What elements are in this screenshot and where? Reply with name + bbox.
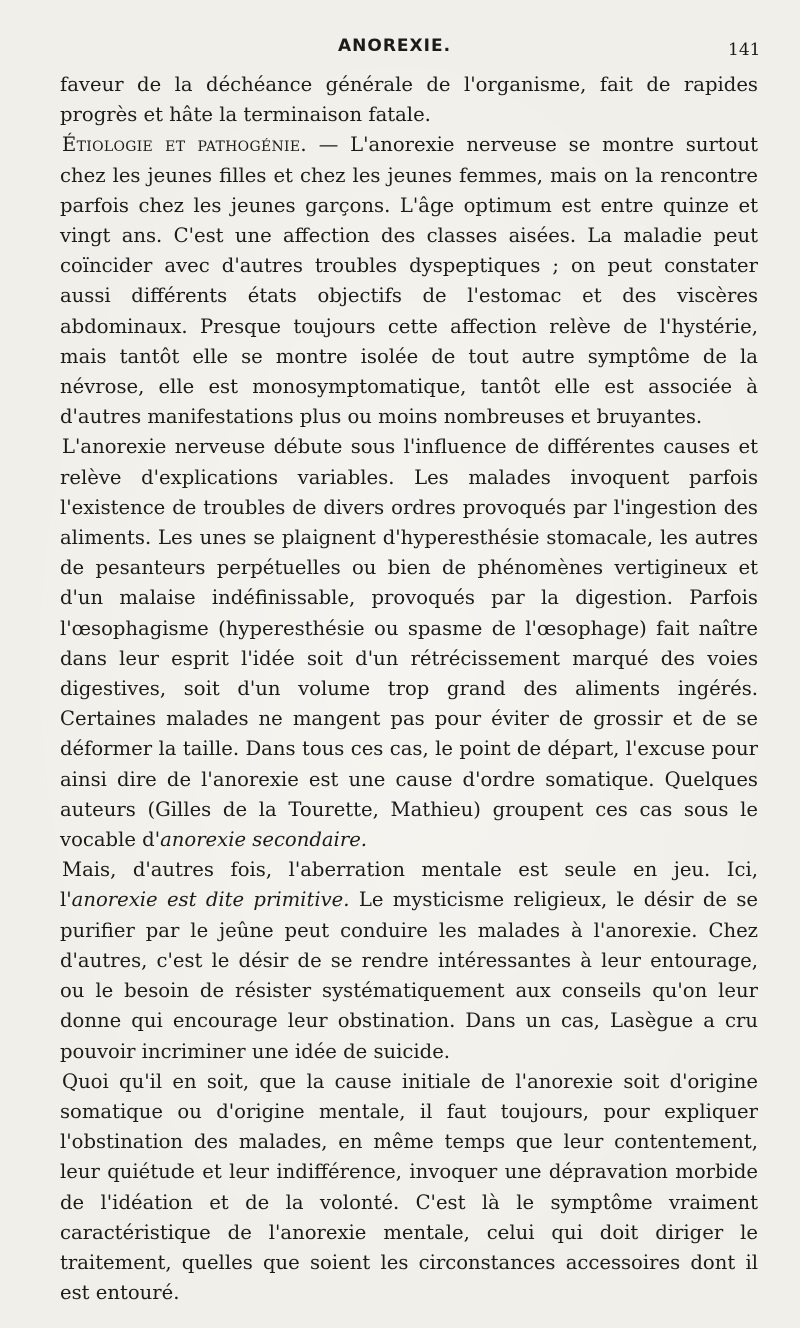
- body-text: [60, 70, 758, 1308]
- term-anorexie-secondaire: anorexie secondaire.: [160, 828, 368, 852]
- paragraph-onset: [60, 432, 758, 855]
- paragraph-5-text: Quoi qu'il en soit, que la cause initiale de l'anorexie soit d'origine somatique ou d'origine mentale, il faut toujours, pour expliquer l'obstination des malades, en même temps que leur contentement, leur quiétude et leur indifférence, invoquer une dépravation morbide de l'idéation et de la volonté. C'est là le symptôme vraiment caractéristique de l'anorexie mentale, celui qui doit diriger le traitement, quelles que soient les circonstances accessoires dont il est entouré.: [60, 1069, 758, 1305]
- page-number: 141: [728, 40, 761, 60]
- paragraph-etiology: [60, 130, 758, 432]
- running-head: [0, 36, 800, 60]
- paragraph-4-text: Le mysticisme religieux, le désir de se purifier par le jeûne peut conduire les malades à l'anorexie. Chez d'autres, c'est le désir de se rendre intéressantes à leur entourage, ou le besoin de résister systématiquement aux conseils qu'on leur donne qui encourage leur obstination. Dans un cas, Lasègue a cru pouvoir incriminer une idée de suicide.: [60, 888, 759, 1063]
- paragraph-4-start: Mais, d'autres fois, l'aberration mentale est seule en jeu. Ici, l': [60, 858, 758, 912]
- section-heading-etiology: Étiologie et pathogénie.: [62, 133, 307, 157]
- paragraph-conclusion: [60, 1067, 758, 1309]
- paragraph-2-text: — L'anorexie nerveuse se montre surtout chez les jeunes filles et chez les jeunes femmes, mais on la rencontre parfois chez les jeunes garçons. L'âge optimum est entre quinze et vingt ans. C'est une affection des classes aisées. La maladie peut coïncider avec d'autres troubles dyspeptiques ; on peut constater aussi différents états objectifs de l'estomac et des viscères abdominaux. Presque toujours cette affection relève de l'hystérie, mais tantôt elle se montre isolée de tout autre symptôme de la névrose, elle est monosymptomatique, tantôt elle est associée à d'autres manifestations plus ou moins nombreuses et bruyantes.: [60, 133, 758, 429]
- term-anorexie-primitive: anorexie est dite primitive.: [71, 888, 350, 912]
- paragraph-continuation: [60, 70, 758, 130]
- running-title: ANOREXIE.: [338, 36, 452, 56]
- paragraph-1-text: faveur de la déchéance générale de l'organisme, fait de rapides progrès et hâte la terminaison fatale.: [60, 73, 758, 127]
- paragraph-3-text: L'anorexie nerveuse débute sous l'influence de différentes causes et relève d'explications variables. Les malades invoquent parfois l'existence de troubles de divers ordres provoqués par l'ingestion des aliments. Les unes se plaignent d'hyperesthésie stomacale, les autres de pesanteurs perpétuelles ou bien de phénomènes vertigineux et d'un malaise indéfinissable, provoqués par la digestion. Parfois l'œsophagisme (hyperesthésie ou spasme de l'œsophage) fait naître dans leur esprit l'idée soit d'un rétrécissement marqué des voies digestives, soit d'un volume trop grand des aliments ingérés. Certaines malades ne mangent pas pour éviter de grossir et de se déformer la taille. Dans tous ces cas, le point de départ, l'excuse pour ainsi dire de l'anorexie est une cause d'ordre somatique. Quelques auteurs (Gilles de la Tourette, Mathieu) groupent ces cas sous le vocable d': [60, 435, 758, 852]
- paragraph-primary: [60, 855, 758, 1066]
